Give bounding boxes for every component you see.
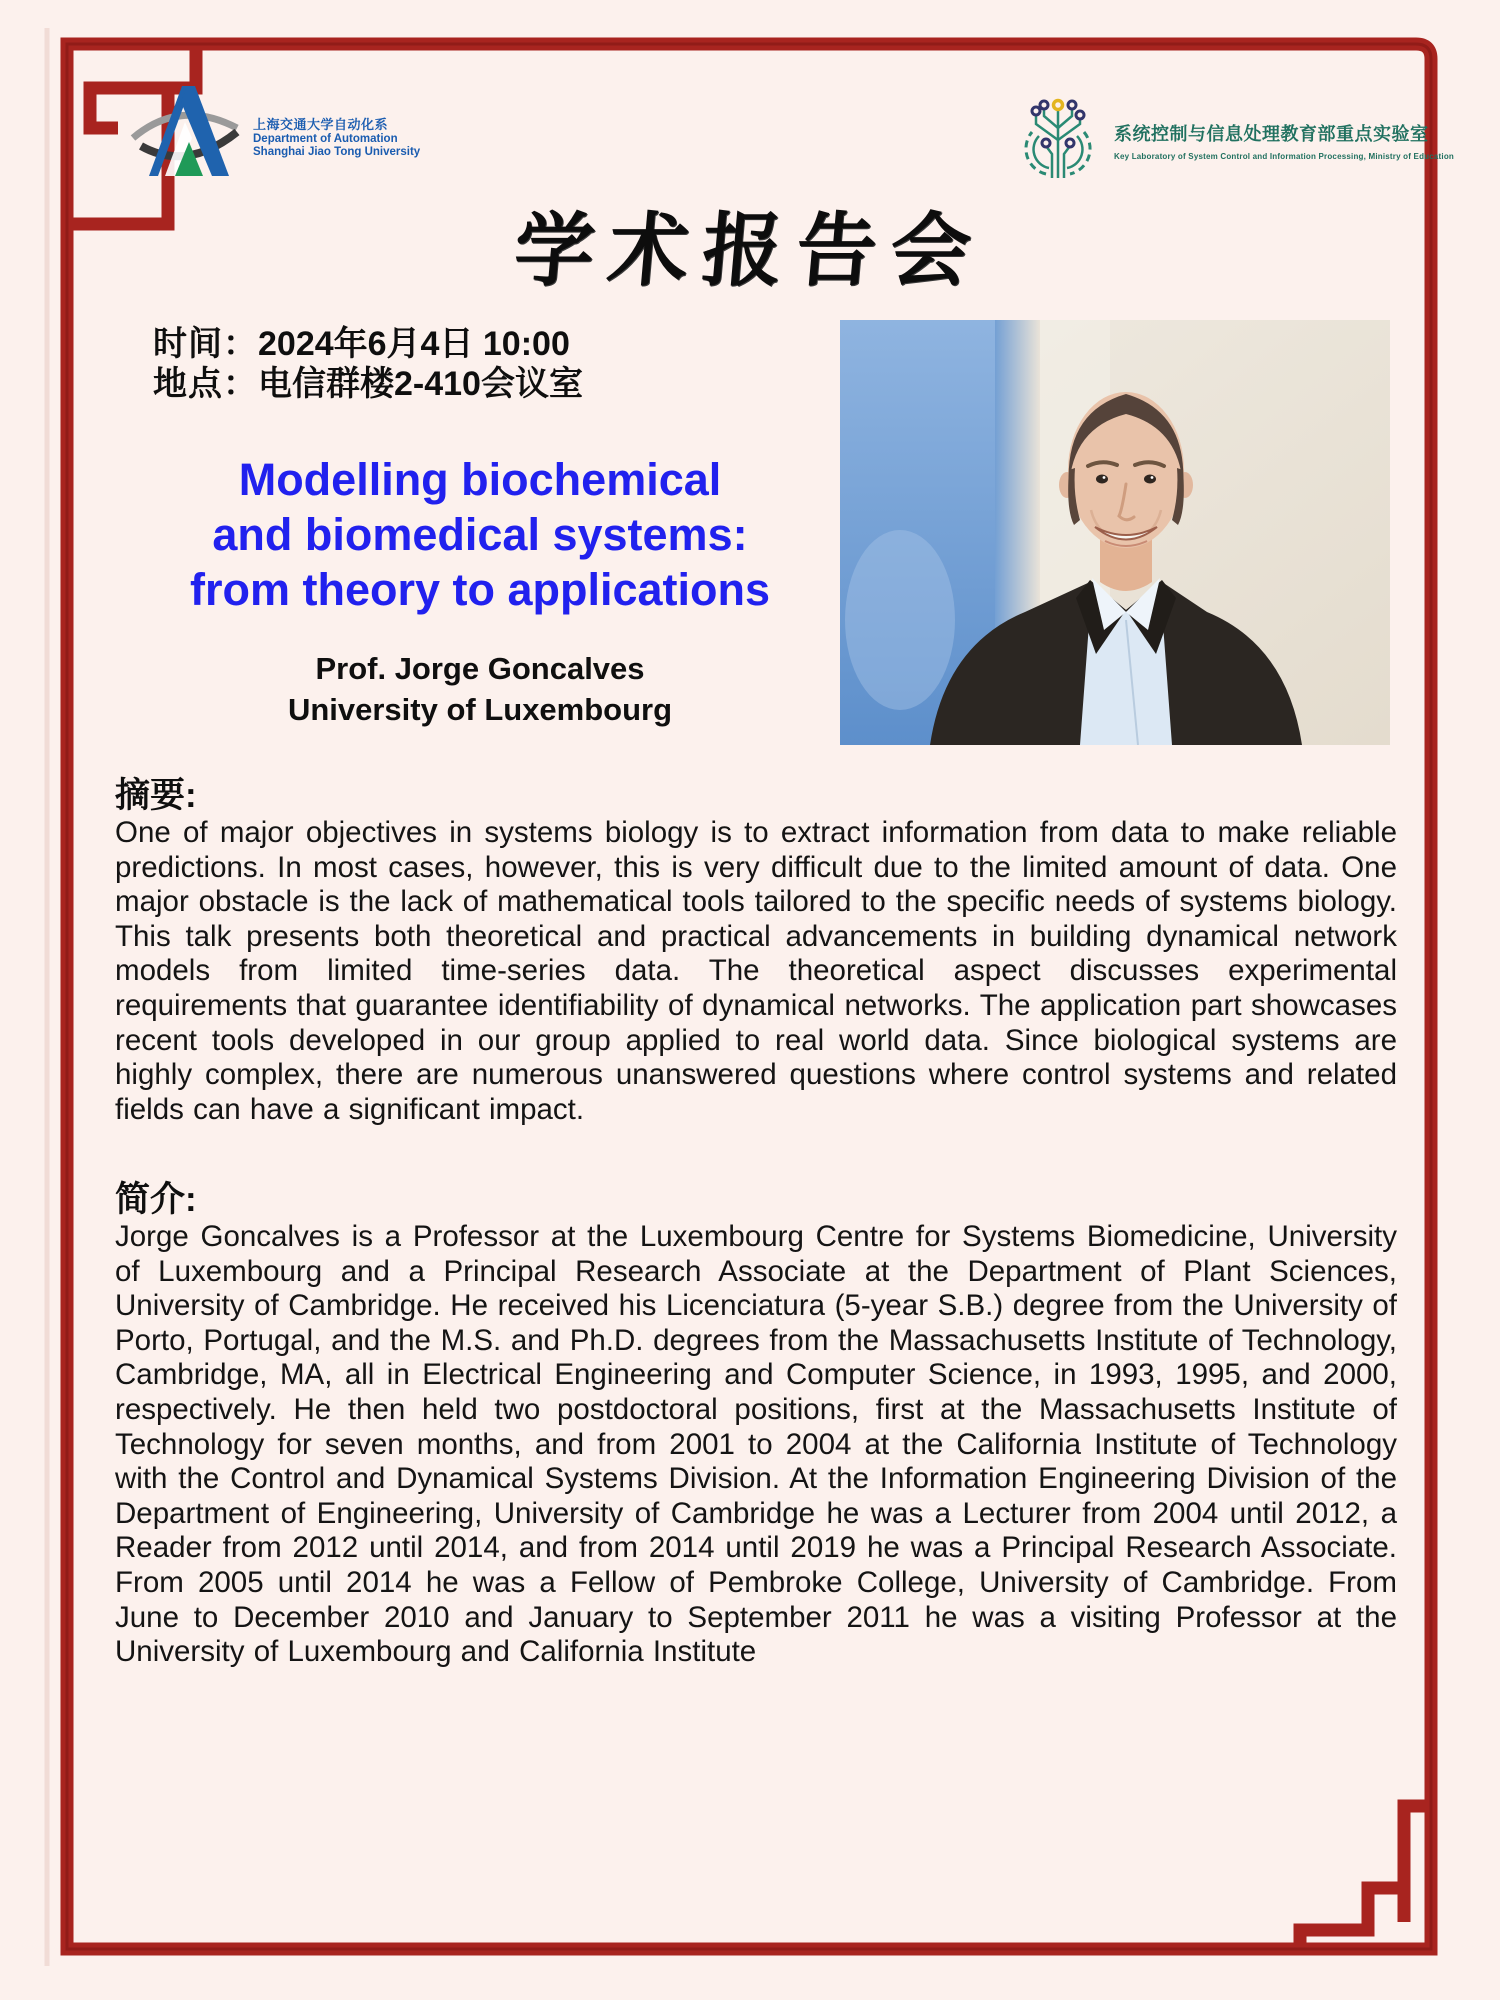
bio-body: Jorge Goncalves is a Professor at the Luxembourg Centre for Systems Biomedicine, University of Luxembourg and a Principal Research Associate at the Department of Plant Sciences, University of Cambridge. He received his Licenciatura (5-year S.B.) degree from the University of Porto, Portugal, and the M.S. and Ph.D. degrees from the Massachusetts Institute of Technology, Cambridge, MA, all in Electrical Engineering and Computer Science, in 1993, 1995, and 2000, respectively. He then held two postdoctoral positions, first at the Massachusetts Institute of Technology for seven months, and from 2001 to 2004 at the California Institute of Technology with the Control and Dynamical Systems Division. At the Information Engineering Division of the Department of Engineering, University of Cambridge he was a Lecturer from 2004 until 2012, a Reader from 2012 until 2014, and from 2014 until 2019 he was a Principal Research Associate. From 2005 until 2014 he was a Fellow of Pembroke College, University of Cambridge. From June to December 2010 and January to September 2011 he was a visiting Professor at the University of Luxembourg and California Institute [115, 1220, 1397, 1669]
yellow-node [1054, 101, 1063, 110]
key-lab-logo-block [1016, 94, 1454, 180]
corner-ornament-bottom-right [1300, 1806, 1431, 1949]
sjtu-name-en2: Shanghai Jiao Tong University [253, 146, 421, 159]
abstract-heading: 摘要: [115, 776, 197, 815]
sjtu-name-en1: Department of Automation [253, 132, 398, 145]
location-value: 电信群楼2-410会议室 [258, 365, 583, 403]
talk-title [120, 452, 840, 617]
speaker-block [120, 648, 840, 730]
speaker-affiliation: University of Luxembourg [287, 692, 673, 727]
sjtu-logo-block [125, 76, 420, 180]
key-lab-name-cn: 系统控制与信息处理教育部重点实验室 [1114, 124, 1429, 144]
sjtu-automation-logo-icon [125, 76, 245, 180]
bio-heading: 简介: [115, 1180, 197, 1219]
banner-title: 学术报告会 [510, 208, 989, 296]
talk-title-line3: from theory to applications [189, 564, 771, 615]
event-info [153, 324, 583, 404]
time-label: 时间： [153, 325, 258, 363]
event-time-row [153, 324, 583, 364]
speaker-photo [840, 320, 1390, 745]
location-label: 地点： [153, 365, 258, 403]
time-value: 2024年6月4日 10:00 [258, 325, 570, 363]
key-lab-name-en: Key Laboratory of System Control and Information Processing, Ministry of Education [1114, 152, 1454, 161]
speaker-name: Prof. Jorge Goncalves [315, 651, 645, 686]
abstract-body: One of major objectives in systems biology is to extract information from data to make reliable predictions. In most cases, however, this is very difficult due to the limited amount of data. One major obstacle is the lack of mathematical tools tailored to the specific needs of systems biology. This talk presents both theoretical and practical advancements in building dynamical network models from limited time-series data. The theoretical aspect discusses experimental requirements that guarantee identifiability of dynamical networks. The application part showcases recent tools developed in our group applied to real world data. Since biological systems are highly complex, there are numerous unanswered questions where control systems and related fields can have a significant impact. [115, 816, 1397, 1126]
event-location-row [153, 364, 583, 404]
sjtu-name-cn: 上海交通大学自动化系 [253, 117, 389, 132]
talk-title-line1: Modelling biochemical [238, 454, 722, 505]
key-lab-gear-circuit-icon [1016, 94, 1100, 180]
talk-title-line2: and biomedical systems: [212, 509, 748, 560]
